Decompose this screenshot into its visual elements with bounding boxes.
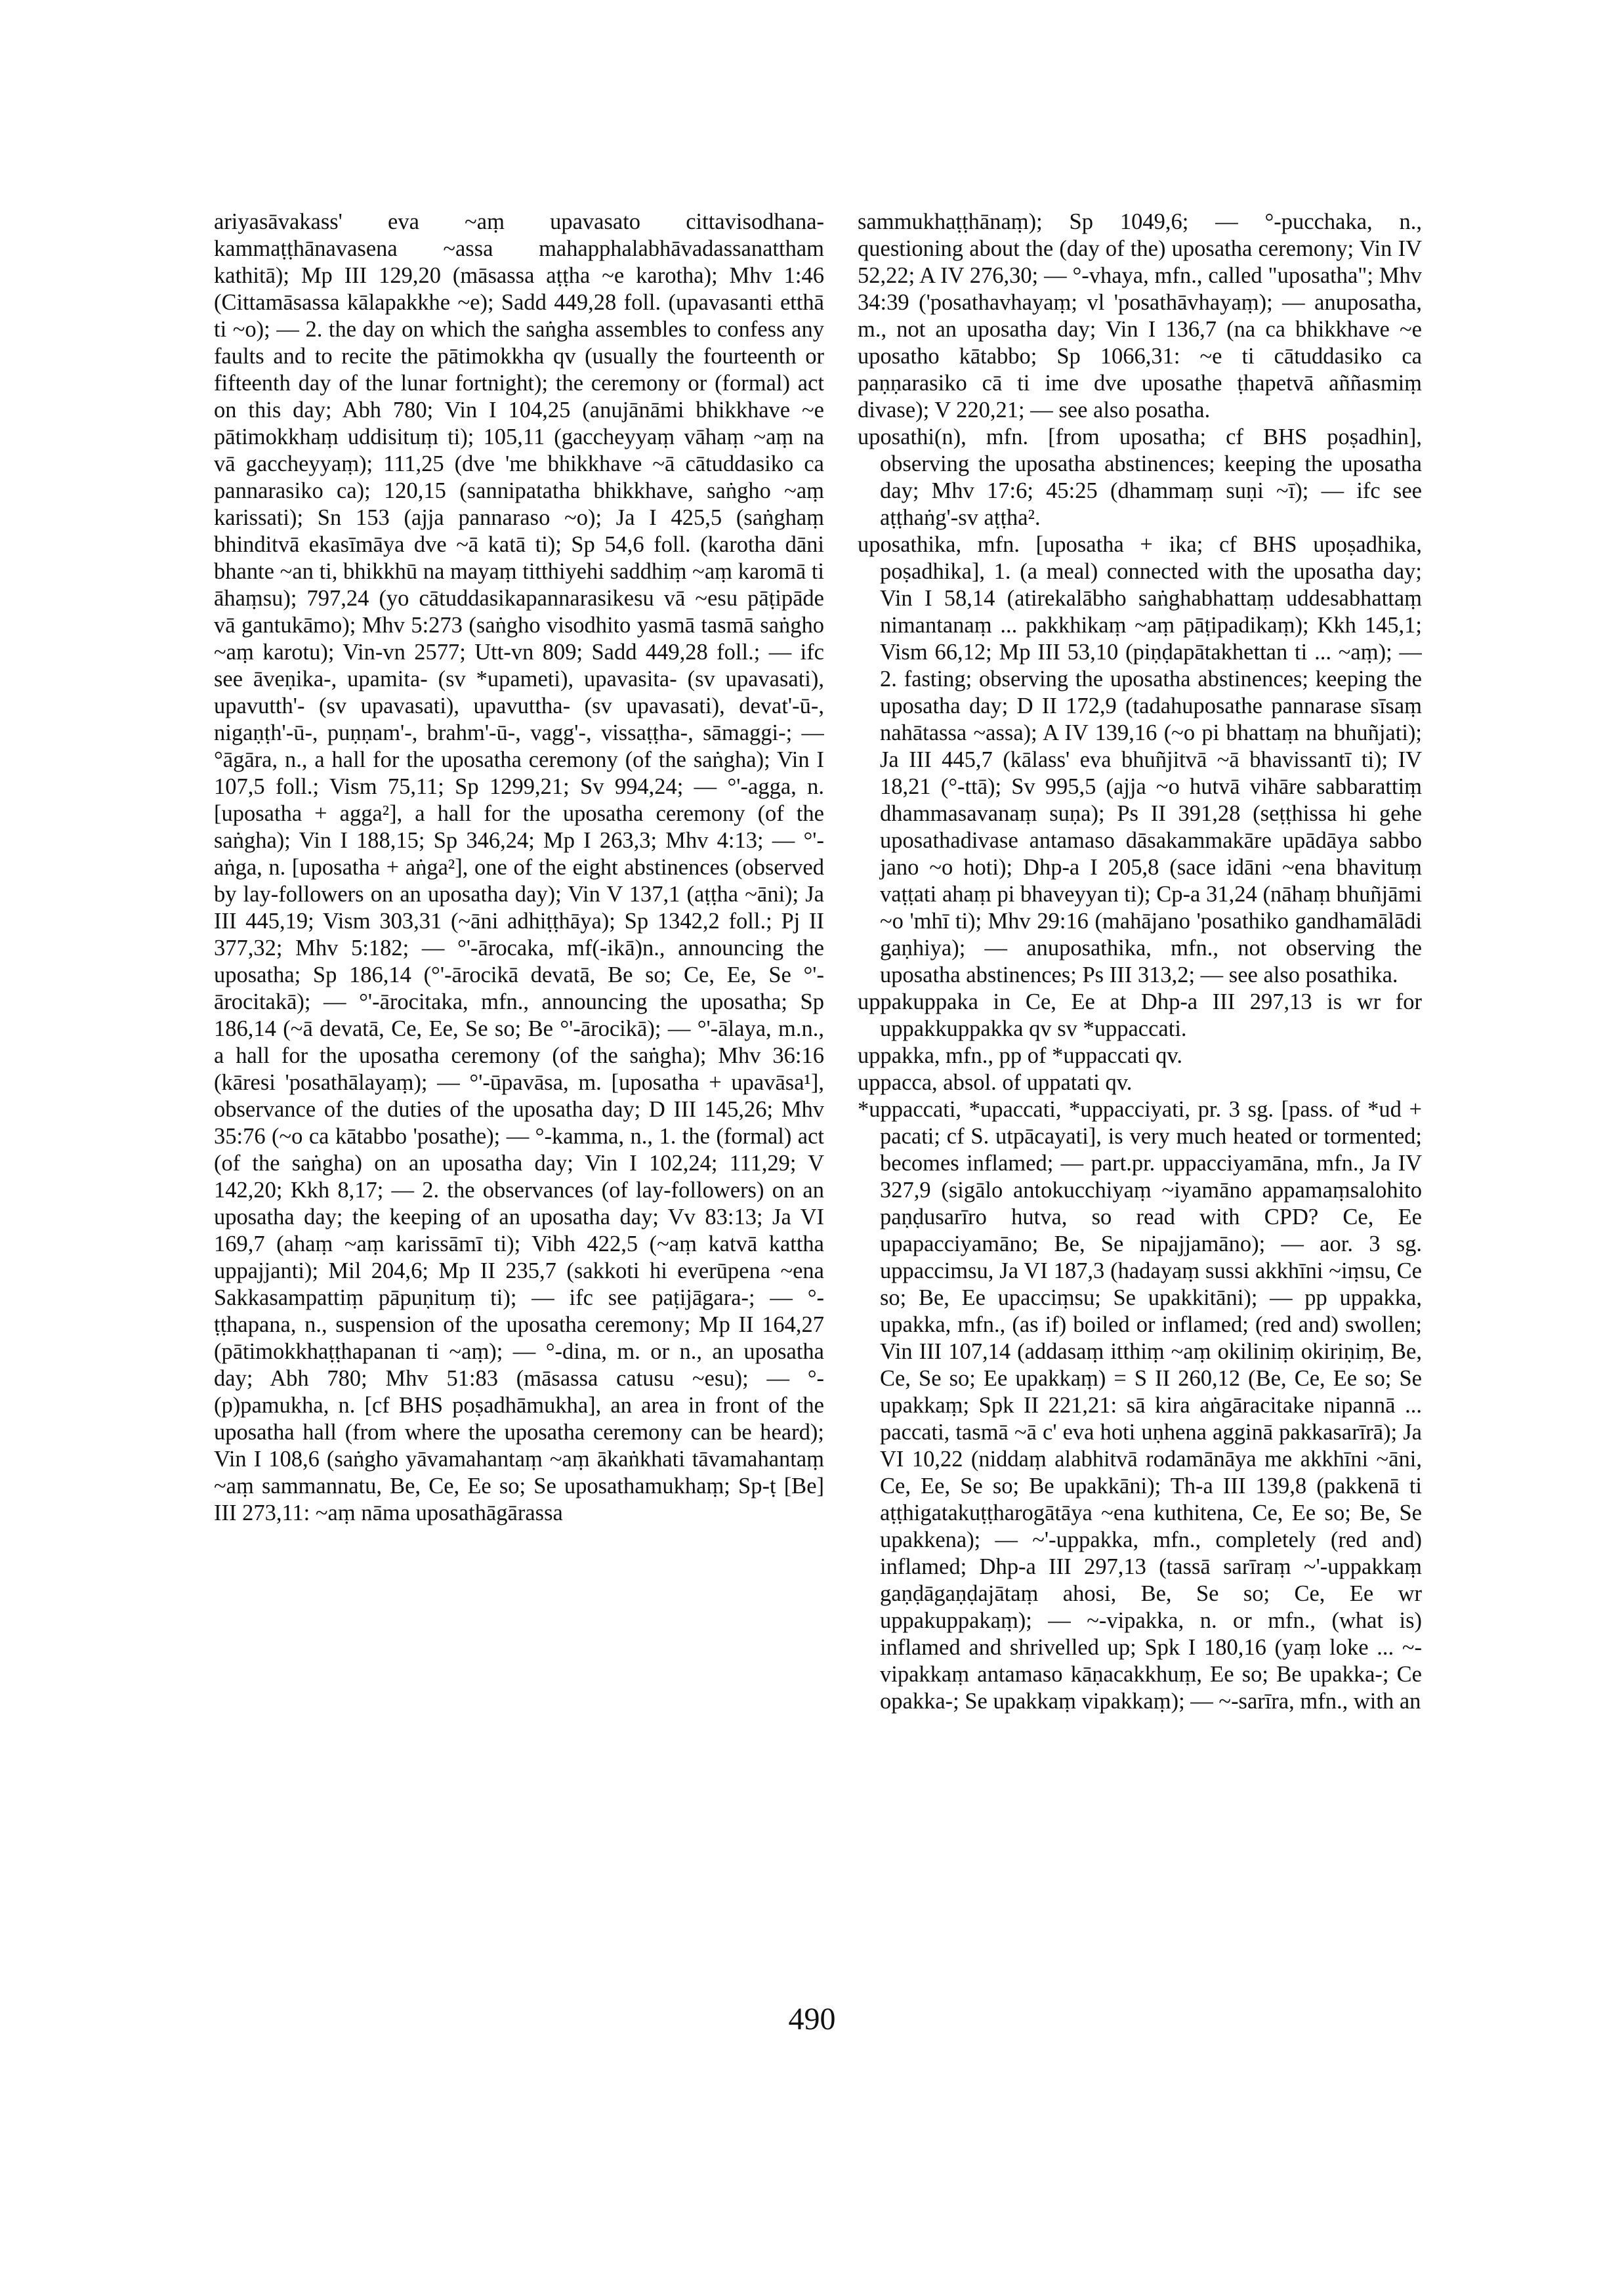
entry-uposathin: uposathi(n), mfn. [from uposatha; cf BHS poṣadhin], observing the uposatha abstinences; keeping the uposatha day; Mhv 17:6; 45:25 (dhammaṃ suṇi ~ī); — ifc see aṭṭhaṅg'-sv aṭṭha². <box>858 424 1422 530</box>
entry-uppakuppaka: uppakuppaka in Ce, Ee at Dhp-a III 297,13 is wr for uppakkuppakka qv sv *uppaccati. <box>858 989 1422 1041</box>
entry-uppacca: uppacca, absol. of uppatati qv. <box>858 1070 1133 1095</box>
entry-continuation: sammukhaṭṭhānaṃ); Sp 1049,6; — °-pucchaka, n., questioning about the (day of the) uposatha ceremony; Vin IV 52,22; A IV 276,30; — °-vhaya, mfn., called "uposatha"; Mhv 34:39 ('posathavhayaṃ; vl 'posathāvhayaṃ); — anuposatha, m., not an uposatha day; Vin I 136,7 (na ca bhikkhave ~e uposatho kātabbo; Sp 1066,31: ~e ti cātuddasiko ca paṇṇarasiko cā ti ime dve uposathe ṭhapetvā aññasmiṃ divase); V 220,21; — see also posatha. <box>858 209 1422 423</box>
entry-uppaccati: *uppaccati, *upaccati, *uppacciyati, pr. 3 sg. [pass. of *ud + pacati; cf S. utpācayati], is very much heated or tormented; becomes inflamed; — part.pr. uppacciyamāna, mfn., Ja IV 327,9 (sigālo antokucchiyaṃ ~iyamāno appamaṃsalohito paṇḍusarīro hutva, so read with CPD? Ce, Ee upapacciyamāno; Be, Se nipajjamāno); — aor. 3 sg. uppaccimsu, Ja VI 187,3 (hadayaṃ sussi akkhīni ~iṃsu, Ce so; Be, Ee upacciṃsu; Se upakkitāni); — pp uppakka, upakka, mfn., (as if) boiled or inflamed; (red and) swollen; Vin III 107,14 (addasaṃ itthiṃ ~aṃ okiliniṃ okiriṇiṃ, Be, Ce, Se so; Ee upakkaṃ) = S II 260,12 (Be, Ce, Ee so; Se upakkaṃ; Spk II 221,21: sā kira aṅgāracitake nipannā ... paccati, tasmā ~ā c' eva hoti uṇhena agginā pakkasarīrā); Ja VI 10,22 (niddaṃ alabhitvā rodamānāya me akkhīni ~āni, Ce, Ee, Se so; Be upakkāni); Th-a III 139,8 (pakkenā ti aṭṭhigatakuṭṭharogātāya ~ena kuthitena, Ce, Ee so; Be, Se upakkena); — ~'-uppakka, mfn., completely (red and) inflamed; Dhp-a III 297,13 (tassā sarīraṃ ~'-uppakkaṃ gaṇḍāgaṇḍajātaṃ ahosi, Be, Se so; Ce, Ee wr uppakuppakaṃ); — ~-vipakka, n. or mfn., (what is) inflamed and shrivelled up; Spk I 180,16 (yaṃ loke ... ~-vipakkaṃ antamaso kāṇacakkhuṃ, Ee so; Be upakka-; Ce opakka-; Se upakkaṃ vipakkaṃ); — ~-sarīra, mfn., with an <box>858 1097 1422 1714</box>
entry-uppakka: uppakka, mfn., pp of *uppaccati qv. <box>858 1043 1182 1068</box>
left-column <box>214 209 824 1875</box>
left-paragraph: ariyasāvakass' eva ~aṃ upavasato cittavisodhana-kammaṭṭhānavasena ~assa mahapphalabhāvadassanattham kathitā); Mp III 129,20 (māsassa aṭṭha ~e karotha); Mhv 1:46 (Cittamāsassa kālapakkhe ~e); Sadd 449,28 foll. (upavasanti etthā ti ~o); — 2. the day on which the saṅgha assembles to confess any faults and to recite the pātimokkha qv (usually the fourteenth or fifteenth day of the lunar fortnight); the ceremony or (formal) act on this day; Abh 780; Vin I 104,25 (anujānāmi bhikkhave ~e pātimokkhaṃ uddisituṃ ti); 105,11 (gaccheyyaṃ vāhaṃ ~aṃ na vā gaccheyyaṃ); 111,25 (dve 'me bhikkhave ~ā cātuddasiko ca pannarasiko ca); 120,15 (sannipatatha bhikkhave, saṅgho ~aṃ karissati); Sn 153 (ajja pannaraso ~o); Ja I 425,5 (saṅghaṃ bhinditvā ekasīmāya dve ~ā katā ti); Sp 54,6 foll. (karotha dāni bhante ~an ti, bhikkhū na mayaṃ titthiyehi saddhiṃ ~aṃ karomā ti āhaṃsu); 797,24 (yo cātuddasikapannarasikesu vā ~esu pāṭipāde vā gantukāmo); Mhv 5:273 (saṅgho visodhito yasmā tasmā saṅgho ~aṃ karotu); Vin-vn 2577; Utt-vn 809; Sadd 449,28 foll.; — ifc see āveṇika-, upamita- (sv *upameti), upavasita- (sv upavasati), upavutth'- (sv upavasati), upavuttha- (sv upavasati), devat'-ū-, nigaṇṭh'-ū-, puṇṇam'-, brahm'-ū-, vagg'-, vissaṭṭha-, sāmaggi-; — °āgāra, n., a hall for the uposatha ceremony (of the saṅgha); Vin I 107,5 foll.; Vism 75,11; Sp 1299,21; Sv 994,24; — °'-agga, n. [uposatha + agga²], a hall for the uposatha ceremony (of the saṅgha); Vin I 188,15; Sp 346,24; Mp I 263,3; Mhv 4:13; — °'-aṅga, n. [uposatha + aṅga²], one of the eight abstinences (observed by lay-followers on an uposatha day); Vin V 137,1 (aṭṭha ~āni); Ja III 445,19; Vism 303,31 (~āni adhiṭṭhāya); Sp 1342,2 foll.; Pj II 377,32; Mhv 5:182; — °'-ārocaka, mf(-ikā)n., announcing the uposatha; Sp 186,14 (°'-ārocikā devatā, Be so; Ce, Ee, Se °'-ārocitakā); — °'-ārocitaka, mfn., announcing the uposatha; Sp 186,14 (~ā devatā, Ce, Ee, Se so; Be °'-ārocikā); — °'-ālaya, m.n., a hall for the uposatha ceremony (of the saṅgha); Mhv 36:16 (kāresi 'posathālayaṃ); — °'-ūpavāsa, m. [uposatha + upavāsa¹], observance of the duties of the uposatha day; D III 145,26; Mhv 35:76 (~o ca kātabbo 'posathe); — °-kamma, n., 1. the (formal) act (of the saṅgha) on an uposatha day; Vin I 102,24; 111,29; V 142,20; Kkh 8,17; — 2. the observances (of lay-followers) on an uposatha day; the keeping of an uposatha day; Vv 83:13; Ja VI 169,7 (ahaṃ ~aṃ karissāmī ti); Vibh 422,5 (~aṃ katvā kattha uppajjanti); Mil 204,6; Mp II 235,7 (sakkoti hi everūpena ~ena Sakkasampattiṃ pāpuṇituṃ ti); — ifc see paṭijāgara-; — °-ṭṭhapana, n., suspension of the uposatha ceremony; Mp II 164,27 (pātimokkhaṭṭhapanan ti ~aṃ); — °-dina, m. or n., an uposatha day; Abh 780; Mhv 51:83 (māsassa catusu ~esu); — °-(p)pamukha, n. [cf BHS poṣadhāmukha], an area in front of the uposatha hall (from where the uposatha ceremony can be heard); Vin I 108,6 (saṅgho yāvamahantaṃ ~aṃ ākaṅkhati tāvamahantaṃ ~aṃ sammannatu, Be, Ce, Ee so; Se uposathamukhaṃ; Sp-ṭ [Be] III 273,11: ~aṃ nāma uposathāgārassa <box>214 209 824 1525</box>
page-number: 490 <box>788 2002 836 2037</box>
right-column <box>858 209 1422 1875</box>
entry-uposathika: uposathika, mfn. [uposatha + ika; cf BHS upoṣadhika, poṣadhika], 1. (a meal) connected with the uposatha day; Vin I 58,14 (atirekalābho saṅghabhattaṃ uddesabhattaṃ nimantanaṃ ... pakkhikaṃ ~aṃ pāṭipadikaṃ); Kkh 145,1; Vism 66,12; Mp III 53,10 (piṇḍapātakhettan ti ... ~aṃ); — 2. fasting; observing the uposatha abstinences; keeping the uposatha day; D II 172,9 (tadahuposathe pannarase sīsaṃ nahātassa ~assa); A IV 139,16 (~o pi bhattaṃ na bhuñjati); Ja III 445,7 (kālass' eva bhuñjitvā ~ā bhavissantī ti); IV 18,21 (°-ttā); Sv 995,5 (ajja ~o hutvā vihāre sabbarattiṃ dhammasavanaṃ suṇa); Ps II 391,28 (seṭṭhissa hi gehe uposathadivase antamaso dāsakammakāre upādāya sabbo jano ~o hoti); Dhp-a I 205,8 (sace idāni ~ena bhavituṃ vaṭṭati ahaṃ pi bhaveyyan ti); Cp-a 31,24 (nāhaṃ bhuñjāmi ~o 'mhī ti); Mhv 29:16 (mahājano 'posathiko gandhamālādi gaṇhiya); — anuposathika, mfn., not observing the uposatha abstinences; Ps III 313,2; — see also posathika. <box>858 532 1422 987</box>
